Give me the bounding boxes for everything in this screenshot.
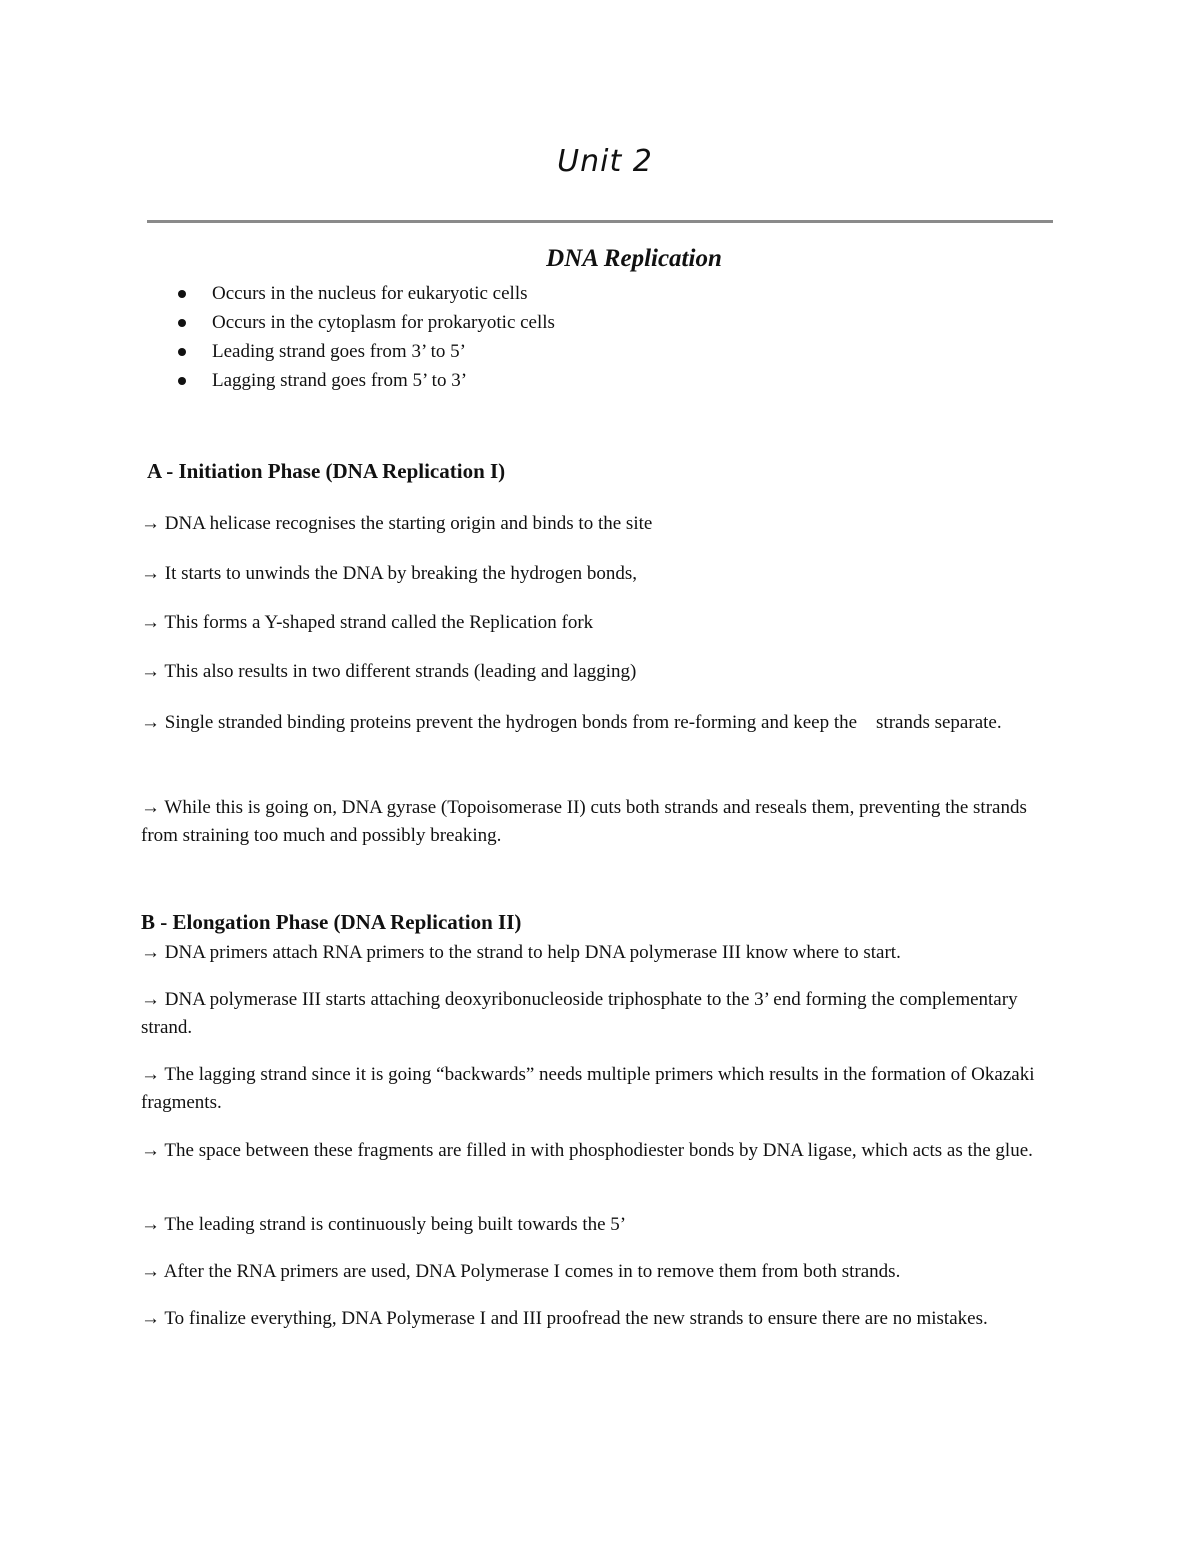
- main-heading: DNA Replication: [546, 245, 722, 272]
- section-b-paragraph: → DNA polymerase III starts attaching deoxyribonucleoside triphosphate to the 3’ end forming the complementary strand.: [141, 989, 1018, 1038]
- section-b-paragraph: → The leading strand is continuously being built towards the 5’: [141, 1214, 627, 1235]
- section-a-paragraph: → Single stranded binding proteins prevent the hydrogen bonds from re-forming and keep the strands separate.: [141, 712, 1002, 733]
- list-item: [176, 366, 555, 395]
- section-a-heading: A - Initiation Phase (DNA Replication I): [147, 459, 506, 483]
- bullet-text: Leading strand goes from 3’ to 5’: [212, 341, 466, 362]
- section-a-paragraph: → While this is going on, DNA gyrase (Topoisomerase II) cuts both strands and reseals them, preventing the strands from straining too much and possibly breaking.: [141, 797, 1027, 846]
- bullet-text: Lagging strand goes from 5’ to 3’: [212, 370, 468, 391]
- bullet-icon: [178, 348, 186, 356]
- section-a-paragraph: → It starts to unwinds the DNA by breaking the hydrogen bonds,: [141, 563, 638, 584]
- section-b-heading: B - Elongation Phase (DNA Replication II): [141, 910, 522, 934]
- bullet-text: Occurs in the cytoplasm for prokaryotic cells: [212, 312, 555, 333]
- section-b-paragraph: → The lagging strand since it is going “backwards” needs multiple primers which results in the formation of Okazaki fragments.: [141, 1064, 1035, 1113]
- section-a-paragraph: → This also results in two different strands (leading and lagging): [141, 661, 637, 682]
- section-a-paragraph: → This forms a Y-shaped strand called the Replication fork: [141, 612, 594, 633]
- list-item: [176, 308, 555, 337]
- unit-title: Unit 2: [557, 144, 653, 179]
- section-b-paragraph: → The space between these fragments are filled in with phosphodiester bonds by DNA ligase, which acts as the glue.: [141, 1140, 1033, 1161]
- bullet-icon: [178, 290, 186, 298]
- horizontal-divider: [147, 220, 1053, 223]
- section-b-paragraph: → To finalize everything, DNA Polymerase I and III proofread the new strands to ensure there are no mistakes.: [141, 1308, 988, 1329]
- bullet-icon: [178, 319, 186, 327]
- list-item: [176, 337, 555, 366]
- bullet-text: Occurs in the nucleus for eukaryotic cells: [212, 283, 528, 304]
- overview-bullet-list: [176, 279, 555, 395]
- section-b-paragraph: → DNA primers attach RNA primers to the strand to help DNA polymerase III know where to start.: [141, 942, 901, 963]
- list-item: [176, 279, 555, 308]
- section-b-paragraph: → After the RNA primers are used, DNA Polymerase I comes in to remove them from both strands.: [141, 1261, 901, 1282]
- bullet-icon: [178, 377, 186, 385]
- section-a-paragraph: → DNA helicase recognises the starting origin and binds to the site: [141, 513, 653, 534]
